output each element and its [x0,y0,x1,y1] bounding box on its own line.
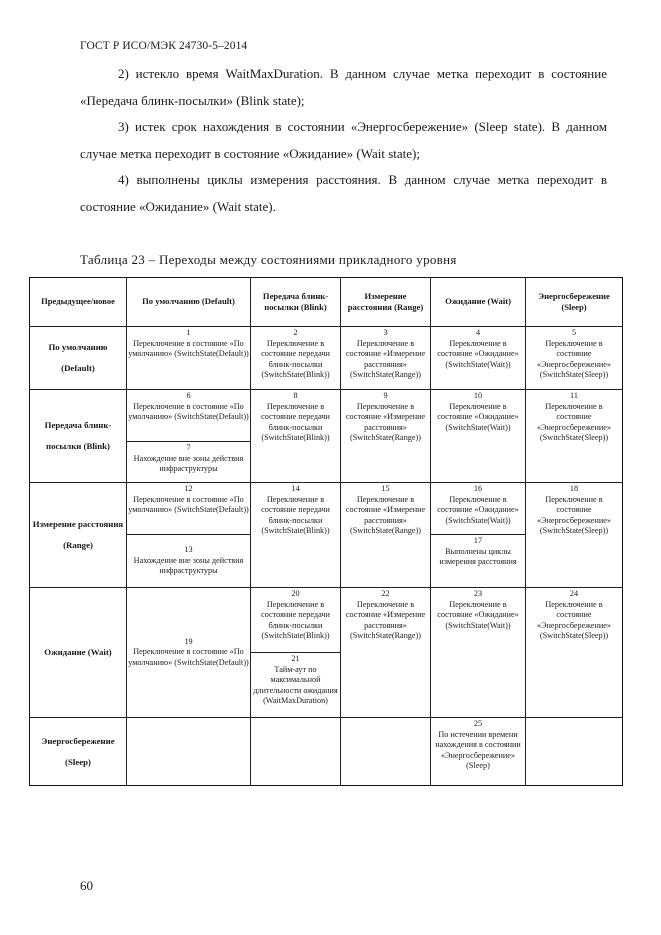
row-header-sleep: Энергосбережение (Sleep) [30,718,127,786]
cell-number: 16 [473,484,483,493]
table-cell [341,390,431,483]
cell-text: Переключение в состояние «По умолчанию» (SwitchState(Default)) [128,401,249,422]
table-cell [526,588,623,718]
table-row [30,390,623,442]
cell-text: Переключение в состояние передачи блинк-посылки (SwitchState(Blink)) [261,599,330,641]
cell-number: 24 [569,589,579,598]
cell-text: Переключение в состояние передачи блинк-посылки (SwitchState(Blink)) [261,494,330,536]
cell-text: Переключение в состояние «Ожидание» (SwitchState(Wait)) [437,494,519,525]
header-previous-new: Предыдущее/новое [30,278,127,327]
row-header-blink: Передача блинк-посылки (Blink) [30,390,127,483]
table-cell [431,483,526,535]
cell-number: 18 [569,484,579,493]
cell-number: 9 [383,391,388,400]
cell-number: 1 [186,328,191,337]
header-range: Измерение расстояния (Range) [341,278,431,327]
table-cell [127,442,251,483]
table-cell [431,535,526,588]
table-cell [127,718,251,786]
table-cell [251,483,341,588]
cell-text: Переключение в состояние «По умолчанию» (SwitchState(Default)) [128,494,249,515]
table-cell [341,327,431,390]
cell-number: 22 [381,589,390,598]
table-cell [251,718,341,786]
header-default: По умолчанию (Default) [127,278,251,327]
paragraph-3: 4) выполнены циклы измерения расстояния. В данном случае метка переходит в состояние «Ожидание» (Wait state). [80,172,607,214]
table-row [30,327,623,390]
table-header-row [30,278,623,327]
cell-text: Переключение в состояние «Измерение расстояния» (SwitchState(Range)) [345,494,426,536]
cell-text: Тайм-аут по максимальной длительности ожидания (WaitMaxDuration) [253,664,338,706]
cell-number: 5 [571,328,577,337]
table-cell [431,390,526,483]
table-row [30,483,623,535]
table-cell [526,327,623,390]
row-header-range: Измерение расстояния (Range) [30,483,127,588]
table-cell [341,588,431,718]
cell-number: 17 [473,536,483,545]
cell-text: Нахождение вне зоны действия инфраструктуры [133,555,244,576]
cell-number: 6 [186,391,191,400]
table-cell [431,718,526,786]
table-caption: Таблица 23 – Переходы между состояниями прикладного уровня [80,252,457,267]
table-row [30,718,623,786]
header-sleep: Энергосбережение (Sleep) [526,278,623,327]
table-cell [127,588,251,718]
table-cell [526,483,623,588]
cell-text: Переключение в состояние «Энергосбережение» (SwitchState(Sleep)) [537,494,611,536]
cell-text: Переключение в состояние «Ожидание» (SwitchState(Wait)) [437,401,519,432]
cell-text: Переключение в состояние «По умолчанию» (SwitchState(Default)) [128,338,249,359]
cell-number: 10 [473,391,483,400]
table-cell [526,718,623,786]
paragraph-1: 2) истекло время WaitMaxDuration. В данном случае метка переходит в состояние «Передача блинк-посылки» (Blink state); [80,66,607,108]
table-cell [251,327,341,390]
table-cell [341,483,431,588]
cell-number: 14 [291,484,300,493]
cell-text: Переключение в состояние «Энергосбережение» (SwitchState(Sleep)) [537,338,611,380]
table-row [30,588,623,653]
page-number: 60 [80,878,93,893]
table-cell [431,327,526,390]
row-header-wait: Ожидание (Wait) [30,588,127,718]
table-cell [431,588,526,718]
cell-number: 4 [475,328,481,337]
cell-number: 7 [186,443,191,452]
cell-text: Нахождение вне зоны действия инфраструктуры [133,453,244,474]
cell-number: 12 [184,484,193,493]
table-cell [127,390,251,442]
table-cell [127,483,251,535]
cell-number: 2 [293,328,298,337]
cell-number: 23 [473,589,483,598]
table-cell [127,327,251,390]
table-cell [251,653,341,718]
cell-number: 15 [381,484,390,493]
cell-text: Выполнены циклы измерения расстояния [439,546,517,567]
cell-text: Переключение в состояние «Измерение расстояния» (SwitchState(Range)) [345,599,426,641]
cell-number: 20 [291,589,300,598]
document-header: ГОСТ Р ИСО/МЭК 24730-5–2014 [80,40,248,52]
cell-text: Переключение в состояние «По умолчанию» (SwitchState(Default)) [128,647,249,667]
cell-number: 8 [293,391,298,400]
cell-text: Переключение в состояние передачи блинк-посылки (SwitchState(Blink)) [261,401,330,443]
cell-number: 19 [184,636,193,646]
cell-text: Переключение в состояние «Ожидание» (SwitchState(Wait)) [437,599,519,630]
table-cell [251,390,341,483]
header-blink: Передача блинк-посылки (Blink) [251,278,341,327]
cell-text: Переключение в состояние «Измерение расстояния» (SwitchState(Range)) [345,338,426,380]
row-header-default: По умолчанию (Default) [30,327,127,390]
cell-text: Переключение в состояние «Энергосбережение» (SwitchState(Sleep)) [537,401,611,443]
paragraph-2: 3) истек срок нахождения в состоянии «Энергосбережение» (Sleep state). В данном случае метка переходит в состояние «Ожидание» (Wait state); [80,119,607,161]
cell-number: 25 [473,719,483,728]
header-wait: Ожидание (Wait) [431,278,526,327]
table-cell [127,535,251,588]
cell-number: 13 [184,545,193,555]
cell-number: 11 [570,391,578,400]
cell-text: Переключение в состояние «Измерение расстояния» (SwitchState(Range)) [345,401,426,443]
table-cell [341,718,431,786]
cell-text: По истечении времени нахождения в состоянии «Энергосбережение» (Sleep) [435,729,521,771]
cell-text: Переключение в состояние «Энергосбережение» (SwitchState(Sleep)) [537,599,611,641]
table-cell [526,390,623,483]
table-cell [251,588,341,653]
state-transitions-table [29,277,623,786]
cell-number: 21 [291,654,300,663]
cell-text: Переключение в состояние передачи блинк-посылки (SwitchState(Blink)) [261,338,330,380]
cell-text: Переключение в состояние «Ожидание» (SwitchState(Wait)) [437,338,519,369]
cell-number: 3 [383,328,388,337]
